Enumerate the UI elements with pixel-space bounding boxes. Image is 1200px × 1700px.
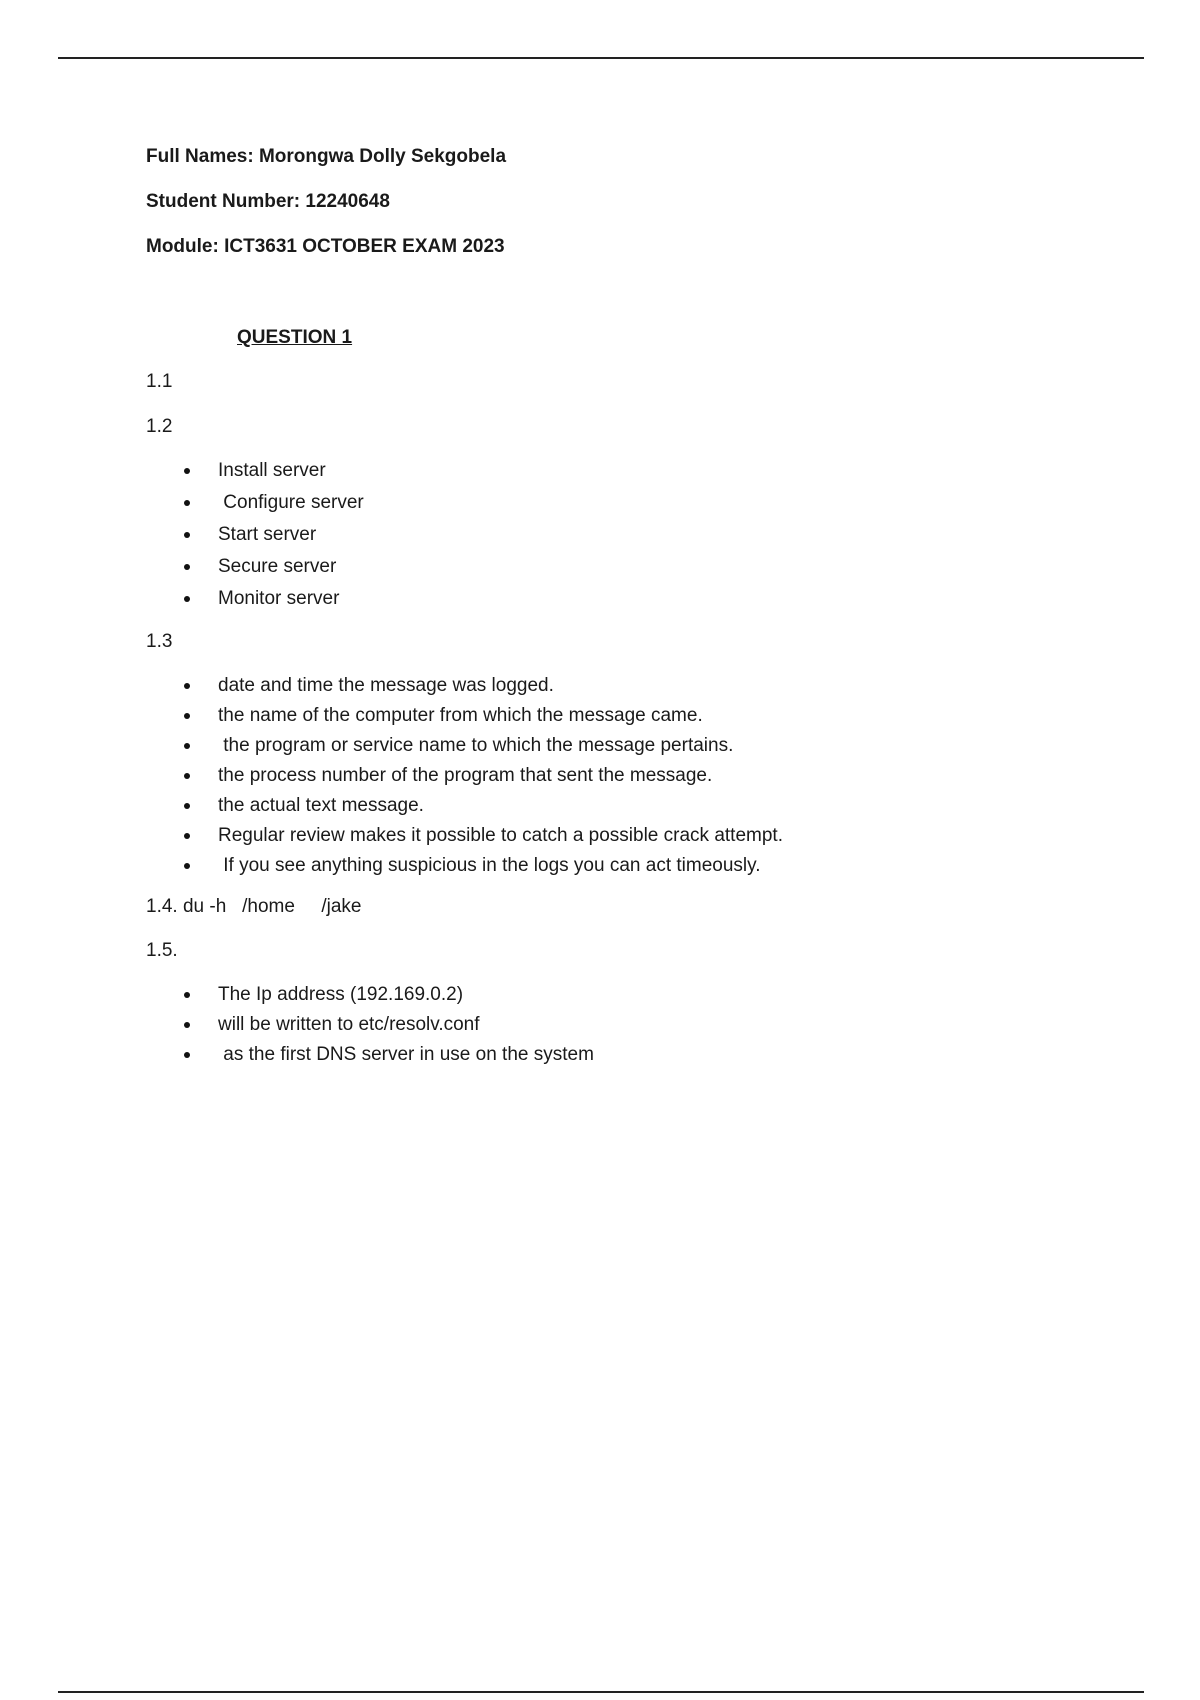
list-item (146, 459, 1106, 483)
full-names-line: Full Names: Morongwa Dolly Sekgobela (146, 146, 507, 167)
list-item-text: as the first DNS server in use on the system (218, 1044, 594, 1065)
list-item (146, 794, 1106, 818)
bullet-icon (184, 683, 190, 689)
bullet-icon (184, 833, 190, 839)
document-body (146, 145, 1106, 1081)
bullet-icon (184, 863, 190, 869)
section-1-2-list (146, 459, 1106, 611)
list-item-text: Secure server (218, 556, 337, 577)
list-item (146, 1043, 1106, 1067)
list-item (146, 491, 1106, 515)
bullet-icon (184, 773, 190, 779)
section-1-1-number: 1.1 (146, 371, 173, 392)
bullet-icon (184, 564, 190, 570)
list-item (146, 854, 1106, 878)
bullet-icon (184, 743, 190, 749)
list-item-text: Monitor server (218, 588, 340, 609)
bullet-icon (184, 1022, 190, 1028)
list-item-text: The Ip address (192.169.0.2) (218, 984, 464, 1005)
student-number-line: Student Number: 12240648 (146, 191, 390, 212)
list-item (146, 734, 1106, 758)
section-1-2-number: 1.2 (146, 416, 173, 437)
bullet-icon (184, 992, 190, 998)
top-rule (58, 57, 1144, 59)
list-item-text: the actual text message. (218, 795, 424, 816)
list-item-text: the program or service name to which the message pertains. (218, 735, 734, 756)
list-item (146, 555, 1106, 579)
bullet-icon (184, 468, 190, 474)
bullet-icon (184, 713, 190, 719)
list-item (146, 523, 1106, 547)
list-item (146, 983, 1106, 1007)
bullet-icon (184, 1052, 190, 1058)
list-item-text: date and time the message was logged. (218, 675, 554, 696)
bullet-icon (184, 596, 190, 602)
list-item (146, 1013, 1106, 1037)
module-line: Module: ICT3631 OCTOBER EXAM 2023 (146, 236, 505, 257)
list-item (146, 824, 1106, 848)
list-item-text: Install server (218, 460, 326, 481)
section-1-3-list (146, 674, 1106, 878)
section-1-5-number: 1.5. (146, 940, 178, 961)
list-item-text: the name of the computer from which the message came. (218, 705, 703, 726)
list-item-text: Configure server (218, 492, 364, 513)
list-item-text: the process number of the program that sent the message. (218, 765, 713, 786)
list-item (146, 674, 1106, 698)
list-item (146, 704, 1106, 728)
list-item-text: Start server (218, 524, 317, 545)
list-item (146, 587, 1106, 611)
question-title: QUESTION 1 (237, 327, 353, 348)
bottom-rule (58, 1691, 1144, 1693)
list-item-text: will be written to etc/resolv.conf (218, 1014, 480, 1035)
bullet-icon (184, 532, 190, 538)
section-1-3-number: 1.3 (146, 631, 173, 652)
bullet-icon (184, 803, 190, 809)
bullet-icon (184, 500, 190, 506)
section-1-4-line: 1.4. du -h /home /jake (146, 896, 362, 917)
section-1-5-list (146, 983, 1106, 1067)
list-item-text: If you see anything suspicious in the logs you can act timeously. (218, 855, 761, 876)
list-item-text: Regular review makes it possible to catch a possible crack attempt. (218, 825, 783, 846)
list-item (146, 764, 1106, 788)
